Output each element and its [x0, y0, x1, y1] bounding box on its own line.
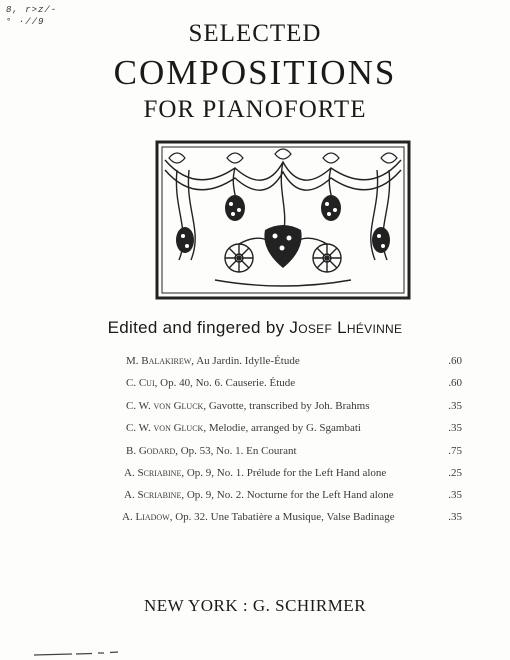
- composer: A. Liadow,: [122, 511, 173, 523]
- list-item: [0, 377, 510, 395]
- price: .35: [448, 400, 462, 412]
- list-item: [0, 445, 510, 463]
- floral-ornament-illustration: [155, 140, 411, 300]
- price: .35: [448, 489, 462, 501]
- work-title: Op. 9, No. 2. Nocturne for the Left Hand alone: [186, 489, 394, 501]
- editor-credit: [0, 318, 510, 338]
- list-item: [0, 467, 510, 485]
- title-compositions: COMPOSITIONS: [113, 53, 397, 92]
- list-item: [0, 422, 510, 440]
- list-item: [0, 511, 510, 529]
- price: .35: [448, 511, 462, 523]
- work-title: Melodie, arranged by G. Sgambati: [208, 422, 361, 434]
- list-item: [0, 489, 510, 507]
- pencil-mark: [32, 651, 122, 657]
- work-title: Op. 40, No. 6. Causerie. Étude: [160, 377, 296, 389]
- composer: M. Balakirew,: [126, 355, 195, 367]
- composer: C. Cui,: [126, 377, 158, 389]
- work-title: Gavotte, transcribed by Joh. Brahms: [208, 400, 370, 412]
- note-line-1: 8, r>z/-: [6, 5, 58, 15]
- composer: A. Scriabine,: [124, 489, 185, 501]
- list-item: [0, 400, 510, 418]
- editor-name: Josef Lhévinne: [289, 318, 403, 337]
- title-for-pianoforte: FOR PIANOFORTE: [143, 96, 367, 123]
- note-line-2: ° ·//9: [6, 17, 45, 27]
- work-title: Op. 53, No. 1. En Courant: [180, 445, 297, 457]
- work-title: Op. 32. Une Tabatière a Musique, Valse Badinage: [175, 511, 395, 523]
- publisher-imprint: NEW YORK : G. SCHIRMER: [143, 596, 367, 615]
- editor-credit-prefix: Edited and fingered by: [107, 318, 285, 337]
- title-selected: SELECTED: [188, 20, 322, 47]
- composer: B. Godard,: [126, 445, 178, 457]
- composer: C. W. von Gluck,: [126, 400, 207, 412]
- price: .35: [448, 422, 462, 434]
- work-title: Op. 9, No. 1. Prélude for the Left Hand alone: [186, 467, 387, 479]
- price: .60: [448, 355, 462, 367]
- price: .60: [448, 377, 462, 389]
- composer: C. W. von Gluck,: [126, 422, 207, 434]
- list-item: [0, 355, 510, 373]
- price: .75: [448, 445, 462, 457]
- price: .25: [448, 467, 462, 479]
- work-title: Au Jardin. Idylle-Étude: [196, 355, 300, 367]
- composer: A. Scriabine,: [124, 467, 185, 479]
